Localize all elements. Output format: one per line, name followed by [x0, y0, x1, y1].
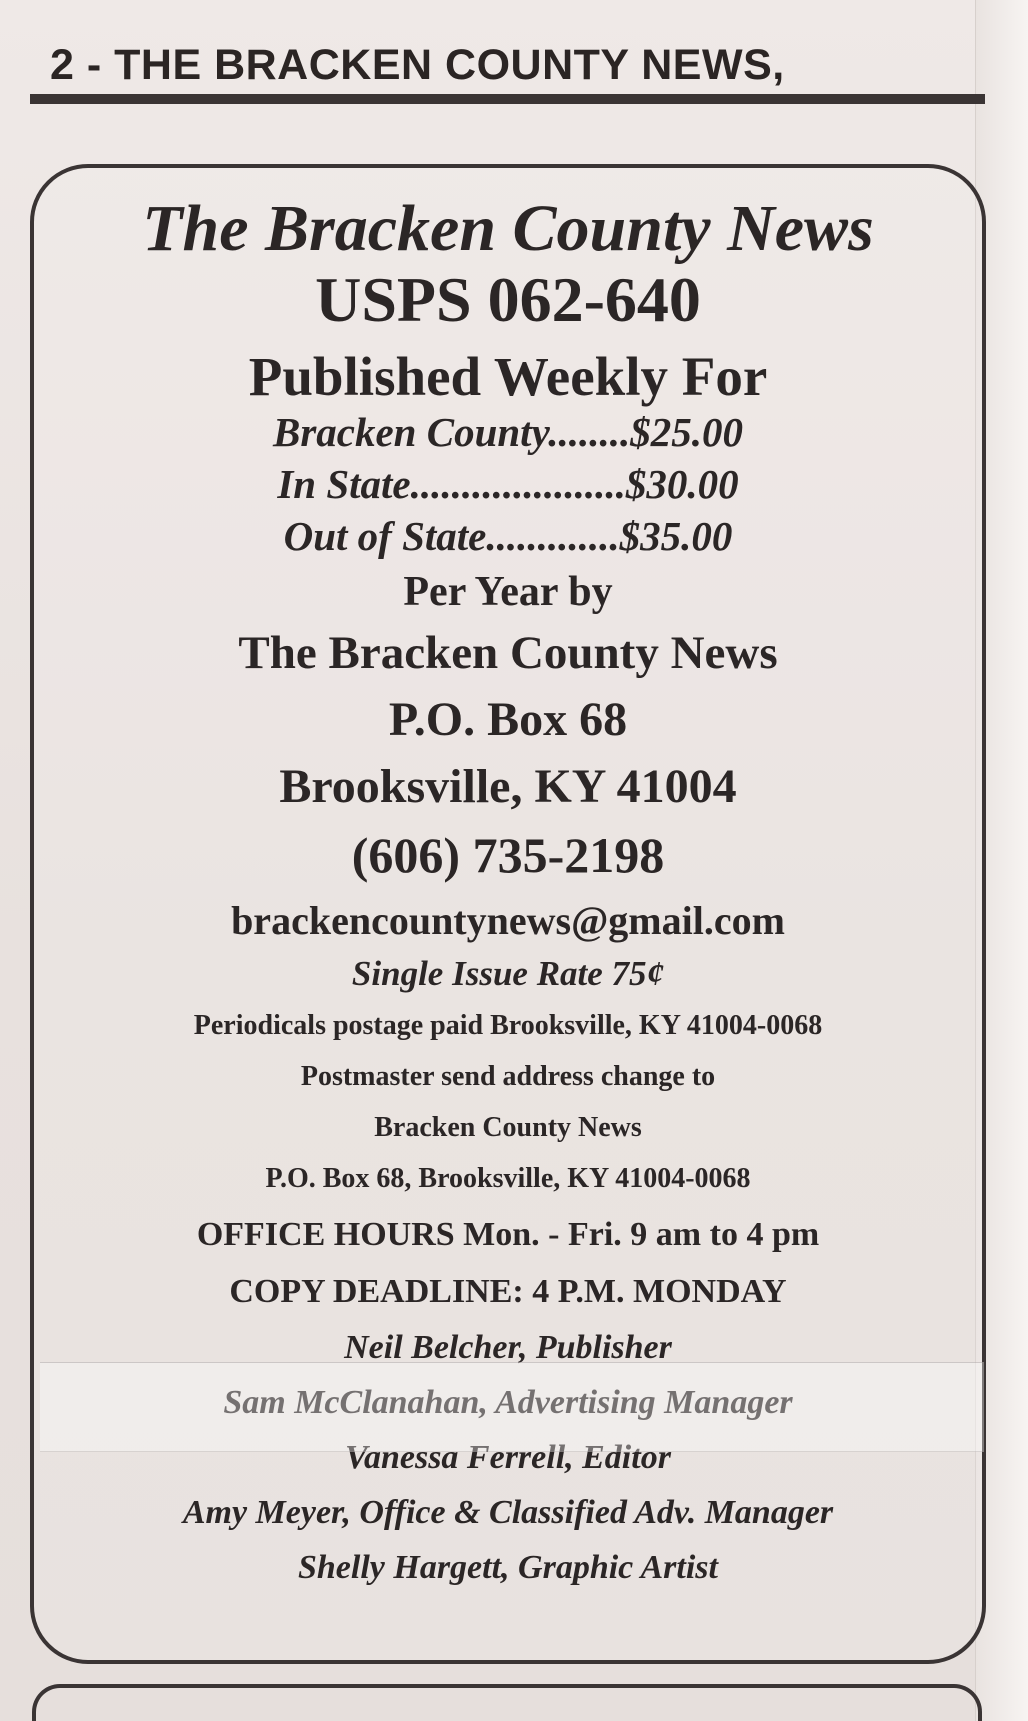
rate-out-of-state: Out of State.............$35.00 [283, 513, 733, 559]
publisher-name: The Bracken County News [238, 627, 778, 679]
postmaster-line: Postmaster send address change to [300, 1061, 716, 1092]
rate-in-state: In State.....................$30.00 [277, 461, 739, 507]
staff-publisher: Neil Belcher, Publisher [344, 1329, 672, 1366]
next-box-edge [32, 1684, 982, 1721]
staff-graphic-artist: Shelly Hargett, Graphic Artist [297, 1549, 718, 1586]
single-issue-rate: Single Issue Rate 75¢ [351, 954, 665, 993]
po-box: P.O. Box 68 [388, 693, 628, 746]
published-weekly-label: Published Weekly For [248, 346, 768, 407]
page-header [46, 32, 986, 104]
staff-editor: Vanessa Ferrell, Editor [345, 1439, 671, 1476]
city-state-zip: Brooksville, KY 41004 [279, 760, 737, 813]
office-hours: OFFICE HOURS Mon. - Fri. 9 am to 4 pm [196, 1216, 820, 1253]
postmaster-recipient-line: Bracken County News [374, 1112, 642, 1143]
header-divider [30, 94, 985, 104]
staff-advertising-manager: Sam McClanahan, Advertising Manager [223, 1384, 793, 1421]
rate-bracken-county: Bracken County........$25.00 [272, 409, 744, 455]
usps-number: USPS 062-640 [315, 264, 701, 335]
postage-paid-line: Periodicals postage paid Brooksville, KY 41004-0068 [193, 1010, 823, 1041]
page-header-title: 2 - THE BRACKEN COUNTY NEWS, [50, 41, 785, 89]
per-year-label: Per Year by [403, 569, 613, 615]
phone-number: (606) 735-2198 [351, 827, 665, 883]
masthead-box [30, 164, 986, 1664]
staff-office-manager: Amy Meyer, Office & Classified Adv. Manager [182, 1494, 834, 1531]
masthead-content [34, 194, 982, 1595]
newspaper-title: The Bracken County News [142, 192, 874, 265]
postmaster-address-line: P.O. Box 68, Brooksville, KY 41004-0068 [265, 1163, 751, 1194]
email-address: brackencountynews@gmail.com [231, 898, 785, 943]
copy-deadline: COPY DEADLINE: 4 P.M. MONDAY [229, 1273, 787, 1310]
